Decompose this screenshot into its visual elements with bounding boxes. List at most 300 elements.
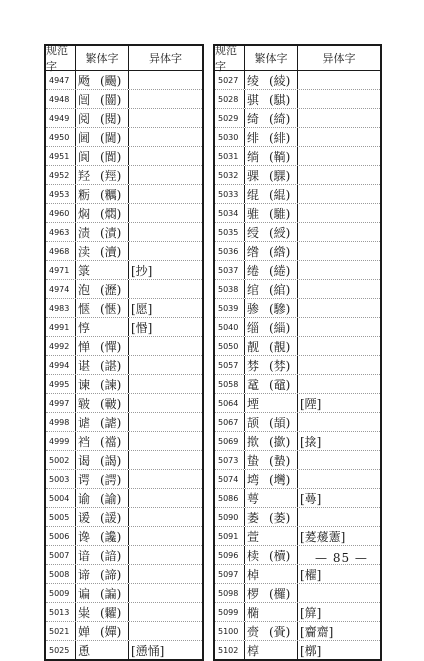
traditional-char: (綬) — [269, 225, 291, 240]
standard-char: 蛰 — [247, 453, 260, 468]
standard-char: 阃 — [78, 130, 91, 145]
traditional-char: (閱) — [100, 111, 122, 126]
table-row — [46, 584, 202, 603]
variant-char — [129, 584, 202, 602]
standard-char: 揿 — [247, 434, 260, 449]
entry-number: 5096 — [215, 546, 245, 564]
traditional-char: (諤) — [100, 472, 122, 487]
variant-char — [298, 147, 380, 165]
header-variant-char: 异体字 — [322, 52, 356, 65]
char-cell — [76, 185, 129, 203]
standard-char: 箓 — [78, 263, 91, 278]
entry-number: 5091 — [215, 527, 245, 545]
table-row — [46, 337, 202, 356]
entry-number: 5073 — [215, 451, 245, 469]
standard-char: 惬 — [78, 301, 91, 316]
entry-number: 5009 — [46, 584, 76, 602]
traditional-char: (緇) — [269, 320, 291, 335]
table-row — [46, 603, 202, 622]
standard-char: 谑 — [78, 415, 91, 430]
entry-number: 4971 — [46, 261, 76, 279]
char-cell — [76, 128, 129, 146]
variant-char — [129, 185, 202, 203]
standard-char: 裆 — [78, 434, 91, 449]
variant-char — [129, 375, 202, 393]
standard-char: 惮 — [78, 339, 91, 354]
entry-number: 5040 — [215, 318, 245, 336]
entry-number: 5025 — [46, 641, 76, 659]
char-cell — [245, 242, 298, 260]
entry-number: 5102 — [215, 641, 245, 659]
char-cell — [245, 223, 298, 241]
char-cell — [76, 90, 129, 108]
variant-char: [槨] — [300, 643, 322, 658]
standard-char: 绫 — [247, 73, 260, 88]
entry-number: 5097 — [215, 565, 245, 583]
char-cell — [76, 546, 129, 564]
char-cell — [245, 375, 298, 393]
variant-char — [298, 223, 380, 241]
table-row — [46, 109, 202, 128]
char-cell — [76, 337, 129, 355]
char-cell — [76, 299, 129, 317]
char-cell — [245, 603, 298, 621]
entry-number: 4997 — [46, 394, 76, 412]
traditional-char: (瀆) — [100, 244, 122, 259]
variant-char — [129, 109, 202, 127]
traditional-char: (颺) — [100, 73, 122, 88]
standard-char: 颉 — [247, 415, 260, 430]
char-cell — [245, 546, 298, 564]
standard-char: 谛 — [78, 567, 91, 582]
table-row — [46, 318, 202, 337]
standard-char: 绲 — [247, 187, 260, 202]
char-cell — [76, 565, 129, 583]
traditional-char: (棼) — [269, 358, 291, 373]
traditional-char: (欏) — [269, 586, 291, 601]
standard-char: 恿 — [78, 643, 91, 658]
variant-char — [129, 546, 202, 564]
standard-char: 椤 — [247, 586, 260, 601]
right-table-body — [215, 71, 380, 659]
entry-number: 5030 — [215, 128, 245, 146]
traditional-char: (蟄) — [269, 453, 291, 468]
entry-number: 4995 — [46, 375, 76, 393]
traditional-char: (靚) — [269, 339, 291, 354]
traditional-char: (萎) — [269, 510, 291, 525]
char-cell — [76, 147, 129, 165]
traditional-char: (謔) — [100, 415, 122, 430]
table-row — [215, 489, 380, 508]
variant-char: [櫂] — [300, 567, 322, 582]
standard-char: 谖 — [78, 510, 91, 525]
table-row — [46, 280, 202, 299]
standard-char: 粜 — [78, 605, 91, 620]
entry-number: 5100 — [215, 622, 245, 640]
char-cell — [76, 166, 129, 184]
variant-char — [129, 147, 202, 165]
variant-char — [129, 242, 202, 260]
left-table-body — [46, 71, 202, 659]
entry-number: 5003 — [46, 470, 76, 488]
standard-char: 缁 — [247, 320, 260, 335]
standard-char: 谝 — [78, 586, 91, 601]
standard-char: 渍 — [78, 225, 91, 240]
variant-char — [129, 90, 202, 108]
header-traditional-char: 繁体字 — [245, 46, 298, 70]
table-row — [215, 71, 380, 90]
char-cell — [76, 622, 129, 640]
table-row — [46, 432, 202, 451]
entry-number: 4974 — [46, 280, 76, 298]
standard-char: 绶 — [247, 225, 260, 240]
traditional-char: (賫) — [269, 624, 291, 639]
standard-char: 谔 — [78, 472, 91, 487]
entry-number: 5027 — [215, 71, 245, 89]
variant-char — [298, 261, 380, 279]
char-cell — [245, 204, 298, 222]
variant-char — [298, 280, 380, 298]
traditional-char: (壪) — [269, 472, 291, 487]
table-row — [46, 546, 202, 565]
char-cell — [245, 432, 298, 450]
standard-char: 闿 — [78, 92, 91, 107]
char-cell — [76, 71, 129, 89]
traditional-char: (綰) — [269, 282, 291, 297]
table-row — [215, 261, 380, 280]
variant-char — [298, 451, 380, 469]
variant-char — [129, 166, 202, 184]
entry-number: 5074 — [215, 470, 245, 488]
traditional-char: (謁) — [100, 453, 122, 468]
variant-char: [陻] — [300, 396, 322, 411]
char-cell — [245, 337, 298, 355]
entry-number: 4998 — [46, 413, 76, 431]
standard-char: 泡 — [78, 282, 91, 297]
char-cell — [245, 413, 298, 431]
entry-number: 4960 — [46, 204, 76, 222]
traditional-char: (燜) — [100, 206, 122, 221]
table-row — [46, 71, 202, 90]
variant-char — [298, 71, 380, 89]
char-cell — [76, 242, 129, 260]
variant-char — [129, 280, 202, 298]
traditional-char: (諭) — [100, 491, 122, 506]
table-row — [215, 109, 380, 128]
char-cell — [245, 489, 298, 507]
char-cell — [245, 641, 298, 659]
standard-char: 婵 — [78, 624, 91, 639]
standard-char: 棹 — [247, 567, 260, 582]
table-row — [46, 413, 202, 432]
char-cell — [245, 584, 298, 602]
char-cell — [245, 394, 298, 412]
variant-char — [298, 109, 380, 127]
variant-char — [129, 565, 202, 583]
standard-char: 羟 — [78, 168, 91, 183]
table-row — [215, 128, 380, 147]
char-cell — [245, 90, 298, 108]
standard-char: 飏 — [78, 73, 91, 88]
char-cell — [245, 71, 298, 89]
entry-number: 5035 — [215, 223, 245, 241]
traditional-char: (諫) — [100, 377, 122, 392]
table-row — [46, 242, 202, 261]
header-traditional-char: 繁体字 — [76, 46, 129, 70]
variant-char: [愿] — [131, 301, 153, 316]
standard-char: 椟 — [247, 548, 260, 563]
variant-char — [129, 128, 202, 146]
entry-number: 4947 — [46, 71, 76, 89]
entry-number: 4991 — [46, 318, 76, 336]
entry-number: 5039 — [215, 299, 245, 317]
char-cell — [245, 128, 298, 146]
header-standard-char: 规范字 — [46, 46, 76, 70]
table-row — [215, 299, 380, 318]
standard-char: 惇 — [78, 320, 91, 335]
entry-number: 4948 — [46, 90, 76, 108]
traditional-char: (騅) — [269, 206, 291, 221]
variant-char — [129, 204, 202, 222]
entry-number: 5029 — [215, 109, 245, 127]
entry-number: 5038 — [215, 280, 245, 298]
table-row — [46, 489, 202, 508]
table-row — [215, 622, 380, 641]
variant-char — [298, 128, 380, 146]
char-cell — [76, 375, 129, 393]
variant-char: [蕚] — [300, 491, 322, 506]
traditional-char: (綾) — [269, 73, 291, 88]
table-row — [46, 261, 202, 280]
traditional-char: (諳) — [100, 548, 122, 563]
traditional-char: (頡) — [269, 415, 291, 430]
traditional-char: (糶) — [100, 605, 122, 620]
standard-char: 绮 — [247, 111, 260, 126]
standard-char: 椭 — [247, 605, 260, 620]
char-cell — [245, 318, 298, 336]
char-cell — [245, 147, 298, 165]
entry-number: 4999 — [46, 432, 76, 450]
entry-number: 5013 — [46, 603, 76, 621]
traditional-char: (瀝) — [100, 282, 122, 297]
entry-number: 5007 — [46, 546, 76, 564]
table-row — [215, 432, 380, 451]
entry-number: 4983 — [46, 299, 76, 317]
table-row — [46, 508, 202, 527]
entry-number: 5008 — [46, 565, 76, 583]
variant-char: [萲蕿藼] — [300, 529, 346, 544]
entry-number: 4952 — [46, 166, 76, 184]
standard-char: 绻 — [247, 263, 260, 278]
traditional-char: (襠) — [100, 434, 122, 449]
standard-char: 谌 — [78, 358, 91, 373]
variant-char — [298, 242, 380, 260]
traditional-char: (諼) — [100, 510, 122, 525]
standard-char: 绯 — [247, 130, 260, 145]
variant-char — [298, 470, 380, 488]
traditional-char: (憚) — [100, 339, 122, 354]
table-row — [46, 204, 202, 223]
char-cell — [76, 280, 129, 298]
table-row — [215, 413, 380, 432]
table-row — [215, 204, 380, 223]
entry-number: 5021 — [46, 622, 76, 640]
standard-char: 阆 — [78, 149, 91, 164]
char-cell — [76, 489, 129, 507]
variant-char — [129, 356, 202, 374]
standard-char: 椁 — [247, 643, 260, 658]
standard-char: 谕 — [78, 491, 91, 506]
entry-number: 5028 — [215, 90, 245, 108]
variant-char — [129, 337, 202, 355]
char-cell — [245, 261, 298, 279]
standard-char: 萼 — [247, 491, 260, 506]
variant-char — [298, 356, 380, 374]
char-cell — [245, 280, 298, 298]
entry-number: 5064 — [215, 394, 245, 412]
table-row — [46, 90, 202, 109]
table-row — [215, 223, 380, 242]
char-cell — [76, 470, 129, 488]
variant-char — [129, 508, 202, 526]
standard-char: 粝 — [78, 187, 91, 202]
table-row — [215, 280, 380, 299]
table-row — [46, 185, 202, 204]
traditional-char: (愜) — [100, 301, 122, 316]
traditional-char: (闓) — [100, 92, 122, 107]
traditional-char: (騍) — [269, 168, 291, 183]
entry-number: 5005 — [46, 508, 76, 526]
table-row — [215, 90, 380, 109]
table-row — [46, 356, 202, 375]
variant-char — [129, 622, 202, 640]
standard-char: 绾 — [247, 282, 260, 297]
entry-number: 4992 — [46, 337, 76, 355]
entry-number: 4968 — [46, 242, 76, 260]
table-row — [46, 527, 202, 546]
char-cell — [245, 166, 298, 184]
char-cell — [76, 508, 129, 526]
table-row — [46, 641, 202, 659]
char-cell — [76, 451, 129, 469]
table-row — [215, 470, 380, 489]
char-cell — [245, 451, 298, 469]
char-cell — [76, 413, 129, 431]
variant-char: [抄] — [131, 263, 153, 278]
entry-number: 4963 — [46, 223, 76, 241]
traditional-char: (黿) — [269, 377, 291, 392]
standard-char: 焖 — [78, 206, 91, 221]
variant-char: [齎齋] — [300, 624, 334, 639]
traditional-char: (諦) — [100, 567, 122, 582]
standard-char: 赍 — [247, 624, 260, 639]
entry-number: 5006 — [46, 527, 76, 545]
traditional-char: (騏) — [269, 92, 291, 107]
traditional-char: (皸) — [100, 396, 122, 411]
table-row — [215, 337, 380, 356]
traditional-char: (諶) — [100, 358, 122, 373]
char-cell — [245, 470, 298, 488]
right-table — [213, 44, 382, 661]
traditional-char: (鞝) — [269, 149, 291, 164]
standard-char: 塆 — [247, 472, 260, 487]
traditional-char: (撳) — [269, 434, 291, 449]
traditional-char: (閬) — [100, 149, 122, 164]
char-cell — [76, 261, 129, 279]
table-row — [215, 147, 380, 166]
table-row — [46, 394, 202, 413]
variant-char — [129, 223, 202, 241]
entry-number: 4953 — [46, 185, 76, 203]
variant-char — [298, 375, 380, 393]
traditional-char: (閫) — [100, 130, 122, 145]
table-row — [215, 318, 380, 337]
traditional-char: (驂) — [269, 301, 291, 316]
standard-char: 骐 — [247, 92, 260, 107]
standard-char: 谒 — [78, 453, 91, 468]
char-cell — [245, 299, 298, 317]
traditional-char: (讒) — [100, 529, 122, 544]
table-row — [46, 451, 202, 470]
entry-number: 5031 — [215, 147, 245, 165]
variant-char — [129, 451, 202, 469]
table-row — [46, 470, 202, 489]
entry-number: 5099 — [215, 603, 245, 621]
variant-char — [129, 470, 202, 488]
table-row — [46, 375, 202, 394]
traditional-char: (綺) — [269, 111, 291, 126]
entry-number: 4951 — [46, 147, 76, 165]
char-cell — [245, 565, 298, 583]
variant-char — [129, 603, 202, 621]
char-cell — [245, 185, 298, 203]
variant-char — [129, 413, 202, 431]
variant-char — [298, 413, 380, 431]
variant-char — [298, 204, 380, 222]
char-cell — [76, 356, 129, 374]
char-cell — [76, 432, 129, 450]
standard-char: 骓 — [247, 206, 260, 221]
standard-char: 堙 — [247, 396, 260, 411]
table-row — [215, 185, 380, 204]
entry-number: 5050 — [215, 337, 245, 355]
table-row — [215, 375, 380, 394]
variant-char — [298, 318, 380, 336]
char-cell — [76, 603, 129, 621]
char-cell — [245, 356, 298, 374]
standard-char: 骖 — [247, 301, 260, 316]
standard-char: 绺 — [247, 244, 260, 259]
table-row — [215, 356, 380, 375]
entry-number: 5004 — [46, 489, 76, 507]
table-row — [46, 128, 202, 147]
entry-number: 5033 — [215, 185, 245, 203]
traditional-char: (緋) — [269, 130, 291, 145]
entry-number: 5086 — [215, 489, 245, 507]
entry-number: 5058 — [215, 375, 245, 393]
standard-char: 谏 — [78, 377, 91, 392]
char-cell — [76, 527, 129, 545]
entry-number: 4950 — [46, 128, 76, 146]
variant-char: [箳] — [300, 605, 322, 620]
table-row — [215, 451, 380, 470]
left-table-header — [46, 46, 202, 71]
char-cell — [245, 508, 298, 526]
table-row — [46, 147, 202, 166]
variant-char — [298, 337, 380, 355]
table-row — [215, 603, 380, 622]
standard-char: 鼋 — [247, 377, 260, 392]
